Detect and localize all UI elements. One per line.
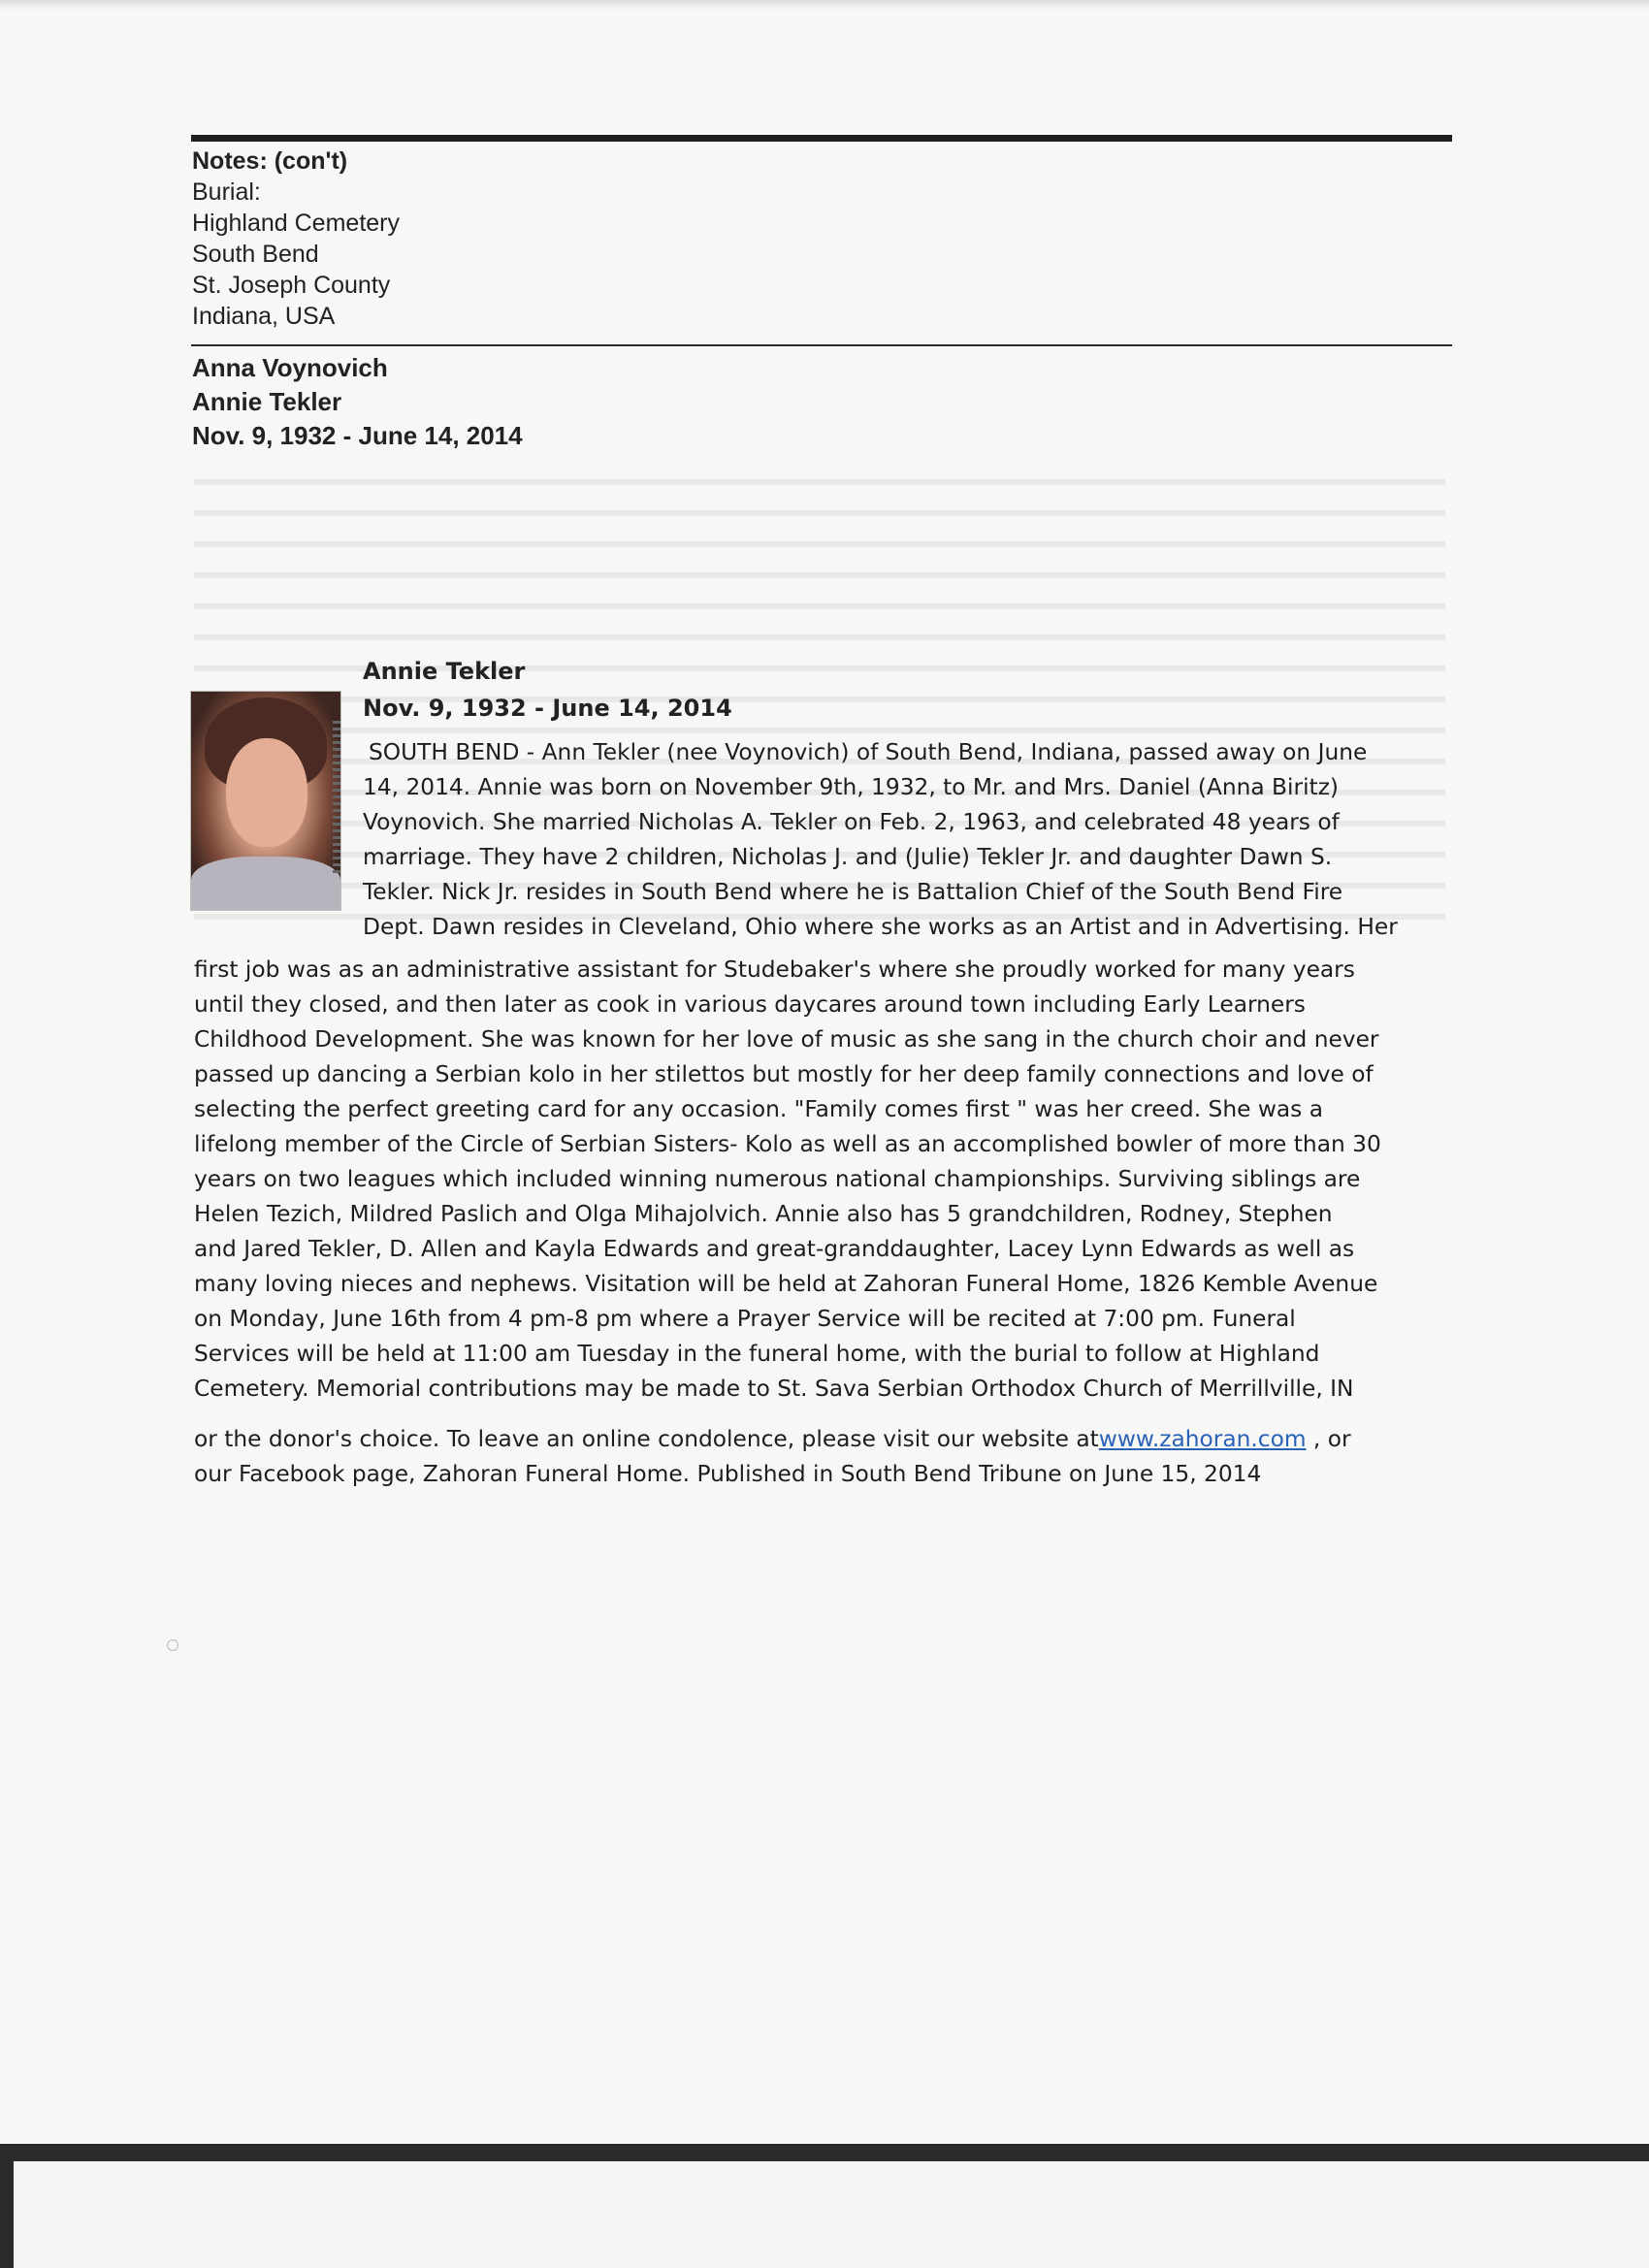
- obituary-name: Annie Tekler: [363, 658, 526, 685]
- notes-line: St. Joseph County: [192, 272, 391, 299]
- section-divider: [191, 344, 1452, 346]
- obituary-line: Tekler. Nick Jr. resides in South Bend where he is Battalion Chief of the South Bend Fire: [363, 879, 1343, 905]
- person-name: Anna Voynovich: [192, 353, 388, 382]
- portrait-photo: [190, 691, 341, 911]
- notes-line: Indiana, USA: [192, 303, 336, 330]
- obituary-line: many loving nieces and nephews. Visitation will be held at Zahoran Funeral Home, 1826 Kemble Avenue: [194, 1271, 1378, 1297]
- obituary-line: on Monday, June 16th from 4 pm-8 pm where a Prayer Service will be recited at 7:00 pm. Funeral: [194, 1306, 1296, 1332]
- obituary-line: Dept. Dawn resides in Cleveland, Ohio where she works as an Artist and in Advertising. Her: [363, 914, 1398, 940]
- person-record: [192, 351, 1065, 453]
- scan-edge-top: [0, 0, 1649, 10]
- obituary-line: until they closed, and then later as cook in various daycares around town including Early Learners: [194, 991, 1306, 1018]
- obituary-line: lifelong member of the Circle of Serbian Sisters- Kolo as well as an accomplished bowler of more than 30: [194, 1131, 1381, 1157]
- obituary-line: years on two leagues which included winning numerous national championships. Surviving siblings are: [194, 1166, 1361, 1192]
- notes-line: Burial:: [192, 178, 261, 206]
- person-dates: Nov. 9, 1932 - June 14, 2014: [192, 421, 523, 450]
- website-suffix: , or: [1306, 1426, 1351, 1452]
- notes-line: South Bend: [192, 241, 319, 268]
- website-link[interactable]: www.zahoran.com: [1098, 1426, 1307, 1452]
- obituary-line: Helen Tezich, Mildred Paslich and Olga Mihajolvich. Annie also has 5 grandchildren, Rodney, Stephen: [194, 1201, 1333, 1227]
- obituary-line: Services will be held at 11:00 am Tuesday in the funeral home, with the burial to follow at Highland: [194, 1341, 1320, 1367]
- header-rule: [191, 135, 1452, 142]
- obituary-line: selecting the perfect greeting card for any occasion. "Family comes first " was her creed. She was a: [194, 1096, 1323, 1122]
- scan-artifact: [167, 1639, 178, 1651]
- website-prefix: or the donor's choice. To leave an online condolence, please visit our website at: [194, 1426, 1099, 1452]
- obituary-line: [194, 1425, 1351, 1454]
- obituary-line: our Facebook page, Zahoran Funeral Home. Published in South Bend Tribune on June 15, 2014: [194, 1461, 1262, 1487]
- notes-section: [192, 146, 1065, 332]
- obituary-line: passed up dancing a Serbian kolo in her stilettos but mostly for her deep family connections and love of: [194, 1061, 1374, 1087]
- obituary-line: Childhood Development. She was known for her love of music as she sang in the church choir and never: [194, 1026, 1379, 1053]
- obituary-line: 14, 2014. Annie was born on November 9th, 1932, to Mr. and Mrs. Daniel (Anna Biritz): [363, 774, 1340, 800]
- obituary-line: Voynovich. She married Nicholas A. Tekler on Feb. 2, 1963, and celebrated 48 years of: [363, 809, 1340, 835]
- notes-line: Highland Cemetery: [192, 210, 400, 237]
- obituary-line: Cemetery. Memorial contributions may be made to St. Sava Serbian Orthodox Church of Merrillville, IN: [194, 1376, 1354, 1402]
- obituary-dates: Nov. 9, 1932 - June 14, 2014: [363, 695, 732, 722]
- obituary-line: marriage. They have 2 children, Nicholas J. and (Julie) Tekler Jr. and daughter Dawn S.: [363, 844, 1333, 870]
- scan-edge-bottom-paper: [14, 2161, 1649, 2268]
- person-alias: Annie Tekler: [192, 387, 342, 416]
- notes-heading: Notes: (con't): [192, 147, 348, 175]
- obituary-line: SOUTH BEND - Ann Tekler (nee Voynovich) of South Bend, Indiana, passed away on June: [369, 739, 1368, 765]
- obituary-line: first job was as an administrative assistant for Studebaker's where she proudly worked for many years: [194, 956, 1355, 983]
- obituary-line: and Jared Tekler, D. Allen and Kayla Edwards and great-granddaughter, Lacey Lynn Edwards as well as: [194, 1236, 1355, 1262]
